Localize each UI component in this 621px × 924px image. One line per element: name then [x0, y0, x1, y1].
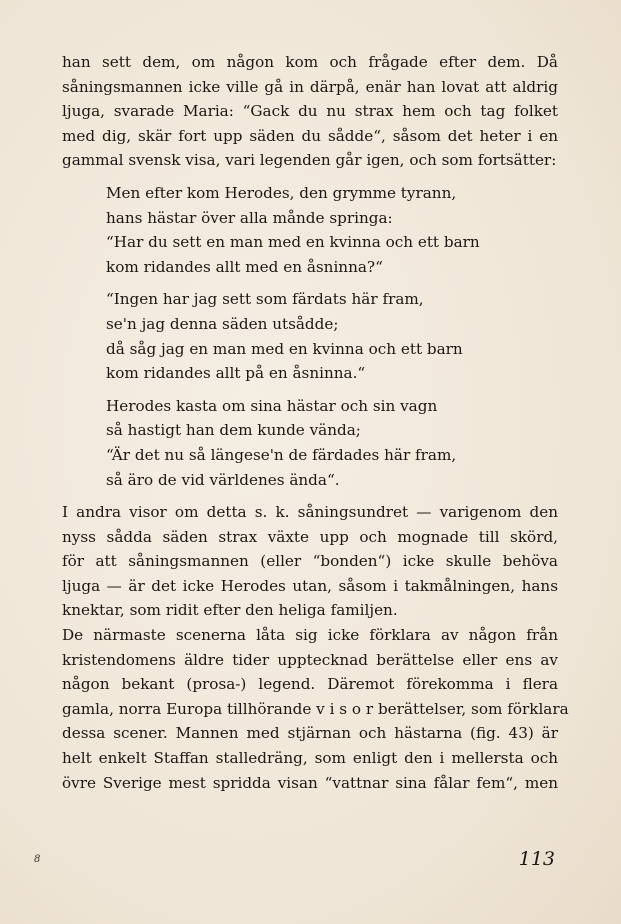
text-line: ljuga, svarade Maria: “Gack du nu strax hem och tag folket: [62, 102, 558, 121]
signature-mark: 8: [34, 854, 41, 865]
stanza-1: [106, 181, 558, 279]
stanza-2: [106, 287, 558, 385]
text-line: övre Sverige mest spridda visan “vattnar sina fålar fem“, men: [62, 773, 558, 792]
text-line: såningsmannen icke ville gå in därpå, enär han lovat att aldrig: [62, 77, 558, 96]
text-line: nyss sådda säden strax växte upp och mognade till skörd,: [62, 527, 558, 546]
text-line: gamla, norra Europa tillhörande v i s o r berättelser, som förklara: [62, 699, 569, 718]
verse-line: “Är det nu så längese'n de färdades här fram,: [106, 445, 457, 464]
text-line: med dig, skär fort upp säden du sådde“, såsom det heter i en: [62, 126, 558, 145]
text-line: knektar, som ridit efter den heliga familjen.: [62, 601, 398, 620]
paragraph-1: [62, 50, 558, 173]
verse-line: kom ridandes allt på en åsninna.“: [106, 364, 366, 383]
text-line: helt enkelt Staffan stalledräng, som enligt den i mellersta och: [62, 749, 558, 768]
text-line: för att såningsmannen (eller “bonden“) icke skulle behöva: [62, 552, 558, 571]
verse-line: Herodes kasta om sina hästar och sin vagn: [106, 396, 438, 415]
verse-line: kom ridandes allt med en åsninna?“: [106, 257, 383, 276]
text-line: dessa scener. Mannen med stjärnan och hästarna (fig. 43) är: [62, 724, 558, 743]
verse-line: hans hästar över alla månde springa:: [106, 208, 393, 227]
text-line: De närmaste scenerna låta sig icke förklara av någon från: [62, 626, 558, 645]
text-line: han sett dem, om någon kom och frågade efter dem. Då: [62, 53, 558, 71]
stanza-3: [106, 394, 558, 492]
paragraph-3: [62, 623, 569, 795]
paragraph-2: [62, 500, 558, 623]
poem: [106, 181, 558, 492]
page-number: 113: [518, 848, 555, 870]
text-line: någon bekant (prosa-) legend. Däremot förekomma i flera: [62, 675, 558, 694]
verse-line: se'n jag denna säden utsådde;: [106, 314, 339, 333]
text-line: I andra visor om detta s. k. såningsundret — varigenom den: [62, 503, 558, 522]
verse-line: då såg jag en man med en kvinna och ett barn: [106, 339, 463, 358]
text-line: kristendomens äldre tider upptecknad berättelse eller ens av: [62, 650, 558, 669]
verse-line: så äro de vid världenes ända“.: [106, 470, 340, 489]
verse-line: Men efter kom Herodes, den grymme tyrann,: [106, 183, 457, 202]
text-line: ljuga — är det icke Herodes utan, såsom i takmålningen, hans: [62, 576, 558, 595]
body-text: [62, 50, 569, 795]
text-line: gammal svensk visa, vari legenden går igen, och som fortsätter:: [62, 151, 557, 170]
verse-line: så hastigt han dem kunde vända;: [106, 421, 361, 440]
verse-line: “Har du sett en man med en kvinna och ett barn: [106, 233, 480, 252]
verse-line: “Ingen har jag sett som färdats här fram,: [106, 290, 424, 309]
